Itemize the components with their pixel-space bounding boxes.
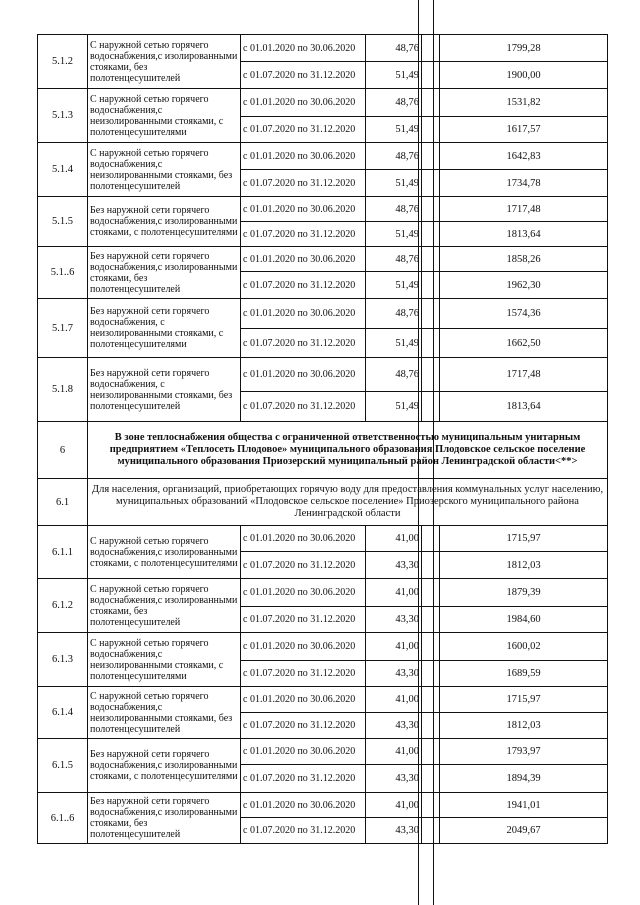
empty-cell [422,35,440,62]
value-col-a: 51,49 [366,392,422,422]
period-second-half: с 01.07.2020 по 31.12.2020 [241,117,366,143]
value-col-b: 1574,36 [440,299,608,329]
value-col-a: 48,76 [366,35,422,62]
tariff-row [38,247,608,272]
value-col-b: 1715,97 [440,687,608,713]
value-col-a: 48,76 [366,143,422,170]
period-second-half: с 01.07.2020 по 31.12.2020 [241,170,366,197]
period-second-half: с 01.07.2020 по 31.12.2020 [241,272,366,299]
value-col-a: 41,00 [366,633,422,661]
period-first-half: с 01.01.2020 по 30.06.2020 [241,143,366,170]
empty-cell [422,272,440,299]
row-description: С наружной сетью горячего водоснабжения,с неизолированными стояками, без полотенцесушителей [88,143,241,197]
value-col-a: 48,76 [366,299,422,329]
section-6-header [38,422,608,526]
value-col-b: 1689,59 [440,661,608,687]
value-col-b: 1617,57 [440,117,608,143]
value-col-a: 43,30 [366,607,422,633]
period-first-half: с 01.01.2020 по 30.06.2020 [241,739,366,765]
tariff-row [38,143,608,170]
row-number: 6.1.1 [38,526,88,579]
value-col-a: 48,76 [366,89,422,117]
value-col-b: 1793,97 [440,739,608,765]
period-first-half: с 01.01.2020 по 30.06.2020 [241,579,366,607]
value-col-a: 48,76 [366,247,422,272]
value-col-b: 1642,83 [440,143,608,170]
value-col-b: 1894,39 [440,765,608,793]
value-col-a: 51,49 [366,329,422,358]
subsection-title: Для населения, организаций, приобретающих горячую воду для предоставления коммунальных услуг населению, муниципальных образований «Плодовское сельское поселение» Приозерского муниципального района Ленинградской области [88,479,608,526]
period-first-half: с 01.01.2020 по 30.06.2020 [241,299,366,329]
value-col-b: 1812,03 [440,552,608,579]
period-second-half: с 01.07.2020 по 31.12.2020 [241,607,366,633]
row-description: Без наружной сети горячего водоснабжения,с изолированными стояками, без полотенцесушителей [88,247,241,299]
period-second-half: с 01.07.2020 по 31.12.2020 [241,222,366,247]
row-number: 5.1.7 [38,299,88,358]
row-number: 5.1.4 [38,143,88,197]
empty-cell [422,633,440,661]
row-number: 5.1.3 [38,89,88,143]
row-description: Без наружной сети горячего водоснабжения,с изолированными стояками, с полотенцесушителями [88,197,241,247]
row-number: 6.1..6 [38,793,88,844]
empty-cell [422,687,440,713]
empty-cell [422,818,440,844]
value-col-b: 1600,02 [440,633,608,661]
value-col-b: 2049,67 [440,818,608,844]
row-description: С наружной сетью горячего водоснабжения,с неизолированными стояками, без полотенцесушителей [88,687,241,739]
period-first-half: с 01.01.2020 по 30.06.2020 [241,197,366,222]
value-col-b: 1734,78 [440,170,608,197]
row-number: 5.1..6 [38,247,88,299]
empty-cell [422,117,440,143]
row-description: С наружной сетью горячего водоснабжения,с изолированными стояками, без полотенцесушителей [88,579,241,633]
row-number: 6.1.4 [38,687,88,739]
value-col-a: 48,76 [366,358,422,392]
row-description: С наружной сетью горячего водоснабжения,с изолированными стояками, без полотенцесушителей [88,35,241,89]
value-col-a: 51,49 [366,117,422,143]
period-second-half: с 01.07.2020 по 31.12.2020 [241,552,366,579]
value-col-b: 1799,28 [440,35,608,62]
row-number: 5.1.5 [38,197,88,247]
value-col-b: 1858,26 [440,247,608,272]
empty-cell [422,793,440,818]
period-second-half: с 01.07.2020 по 31.12.2020 [241,713,366,739]
value-col-a: 51,49 [366,222,422,247]
period-second-half: с 01.07.2020 по 31.12.2020 [241,392,366,422]
period-first-half: с 01.01.2020 по 30.06.2020 [241,358,366,392]
tariff-row [38,197,608,222]
section-title: В зоне теплоснабжения общества с ограниченной ответственностью муниципальным унитарным предприятием «Теплосеть Плодовое» муниципального образования Плодовское сельское поселение муниципального образования Приозерский муниципальный район Ленинградской области<**> [88,422,608,479]
period-first-half: с 01.01.2020 по 30.06.2020 [241,35,366,62]
empty-cell [422,739,440,765]
tariff-table [37,34,608,844]
value-col-b: 1717,48 [440,197,608,222]
section-row [38,422,608,479]
row-description: Без наружной сети горячего водоснабжения,с изолированными стояками, без полотенцесушителей [88,793,241,844]
subsection-row [38,479,608,526]
tariff-row [38,739,608,765]
row-number: 5.1.8 [38,358,88,422]
period-first-half: с 01.01.2020 по 30.06.2020 [241,687,366,713]
value-col-b: 1962,30 [440,272,608,299]
row-description: Без наружной сети горячего водоснабжения,с изолированными стояками, с полотенцесушителями [88,739,241,793]
tariff-rows-section-5 [38,35,608,422]
row-description: С наружной сетью горячего водоснабжения,с неизолированными стояками, с полотенцесушителями [88,633,241,687]
value-col-b: 1879,39 [440,579,608,607]
row-number: 6.1.5 [38,739,88,793]
period-second-half: с 01.07.2020 по 31.12.2020 [241,818,366,844]
value-col-a: 51,49 [366,272,422,299]
row-number: 5.1.2 [38,35,88,89]
empty-cell [422,143,440,170]
empty-cell [422,765,440,793]
period-second-half: с 01.07.2020 по 31.12.2020 [241,765,366,793]
value-col-b: 1813,64 [440,222,608,247]
row-description: Без наружной сети горячего водоснабжения, с неизолированными стояками, с полотенцесушителями [88,299,241,358]
value-col-a: 51,49 [366,62,422,89]
row-description: С наружной сетью горячего водоснабжения,с неизолированными стояками, с полотенцесушителями [88,89,241,143]
value-col-a: 41,00 [366,579,422,607]
empty-cell [422,299,440,329]
empty-cell [422,526,440,552]
tariff-row [38,793,608,818]
tariff-row [38,579,608,607]
period-first-half: с 01.01.2020 по 30.06.2020 [241,89,366,117]
period-second-half: с 01.07.2020 по 31.12.2020 [241,62,366,89]
period-second-half: с 01.07.2020 по 31.12.2020 [241,661,366,687]
value-col-a: 43,30 [366,713,422,739]
tariff-row [38,687,608,713]
empty-cell [422,170,440,197]
empty-cell [422,358,440,392]
value-col-a: 41,00 [366,687,422,713]
value-col-b: 1715,97 [440,526,608,552]
value-col-b: 1717,48 [440,358,608,392]
value-col-a: 41,00 [366,526,422,552]
empty-cell [422,222,440,247]
period-first-half: с 01.01.2020 по 30.06.2020 [241,526,366,552]
empty-cell [422,89,440,117]
empty-cell [422,247,440,272]
value-col-a: 43,30 [366,818,422,844]
subsection-number: 6.1 [38,479,88,526]
period-second-half: с 01.07.2020 по 31.12.2020 [241,329,366,358]
period-first-half: с 01.01.2020 по 30.06.2020 [241,633,366,661]
value-col-a: 51,49 [366,170,422,197]
period-first-half: с 01.01.2020 по 30.06.2020 [241,247,366,272]
value-col-b: 1531,82 [440,89,608,117]
tariff-rows-section-6 [38,526,608,844]
row-description: Без наружной сети горячего водоснабжения, с неизолированными стояками, без полотенцесушителей [88,358,241,422]
empty-cell [422,607,440,633]
value-col-a: 43,30 [366,661,422,687]
tariff-row [38,358,608,392]
value-col-b: 1812,03 [440,713,608,739]
value-col-a: 41,00 [366,739,422,765]
value-col-b: 1941,01 [440,793,608,818]
value-col-b: 1813,64 [440,392,608,422]
empty-cell [422,661,440,687]
value-col-b: 1662,50 [440,329,608,358]
section-number: 6 [38,422,88,479]
value-col-a: 43,30 [366,552,422,579]
row-number: 6.1.2 [38,579,88,633]
empty-cell [422,62,440,89]
value-col-b: 1900,00 [440,62,608,89]
tariff-row [38,633,608,661]
tariff-row [38,89,608,117]
empty-cell [422,579,440,607]
tariff-row [38,526,608,552]
empty-cell [422,392,440,422]
row-description: С наружной сетью горячего водоснабжения,с изолированными стояками, с полотенцесушителями [88,526,241,579]
tariff-row [38,299,608,329]
value-col-a: 41,00 [366,793,422,818]
empty-cell [422,329,440,358]
empty-cell [422,713,440,739]
empty-cell [422,552,440,579]
tariff-row [38,35,608,62]
value-col-b: 1984,60 [440,607,608,633]
empty-cell [422,197,440,222]
period-first-half: с 01.01.2020 по 30.06.2020 [241,793,366,818]
value-col-a: 48,76 [366,197,422,222]
value-col-a: 43,30 [366,765,422,793]
row-number: 6.1.3 [38,633,88,687]
